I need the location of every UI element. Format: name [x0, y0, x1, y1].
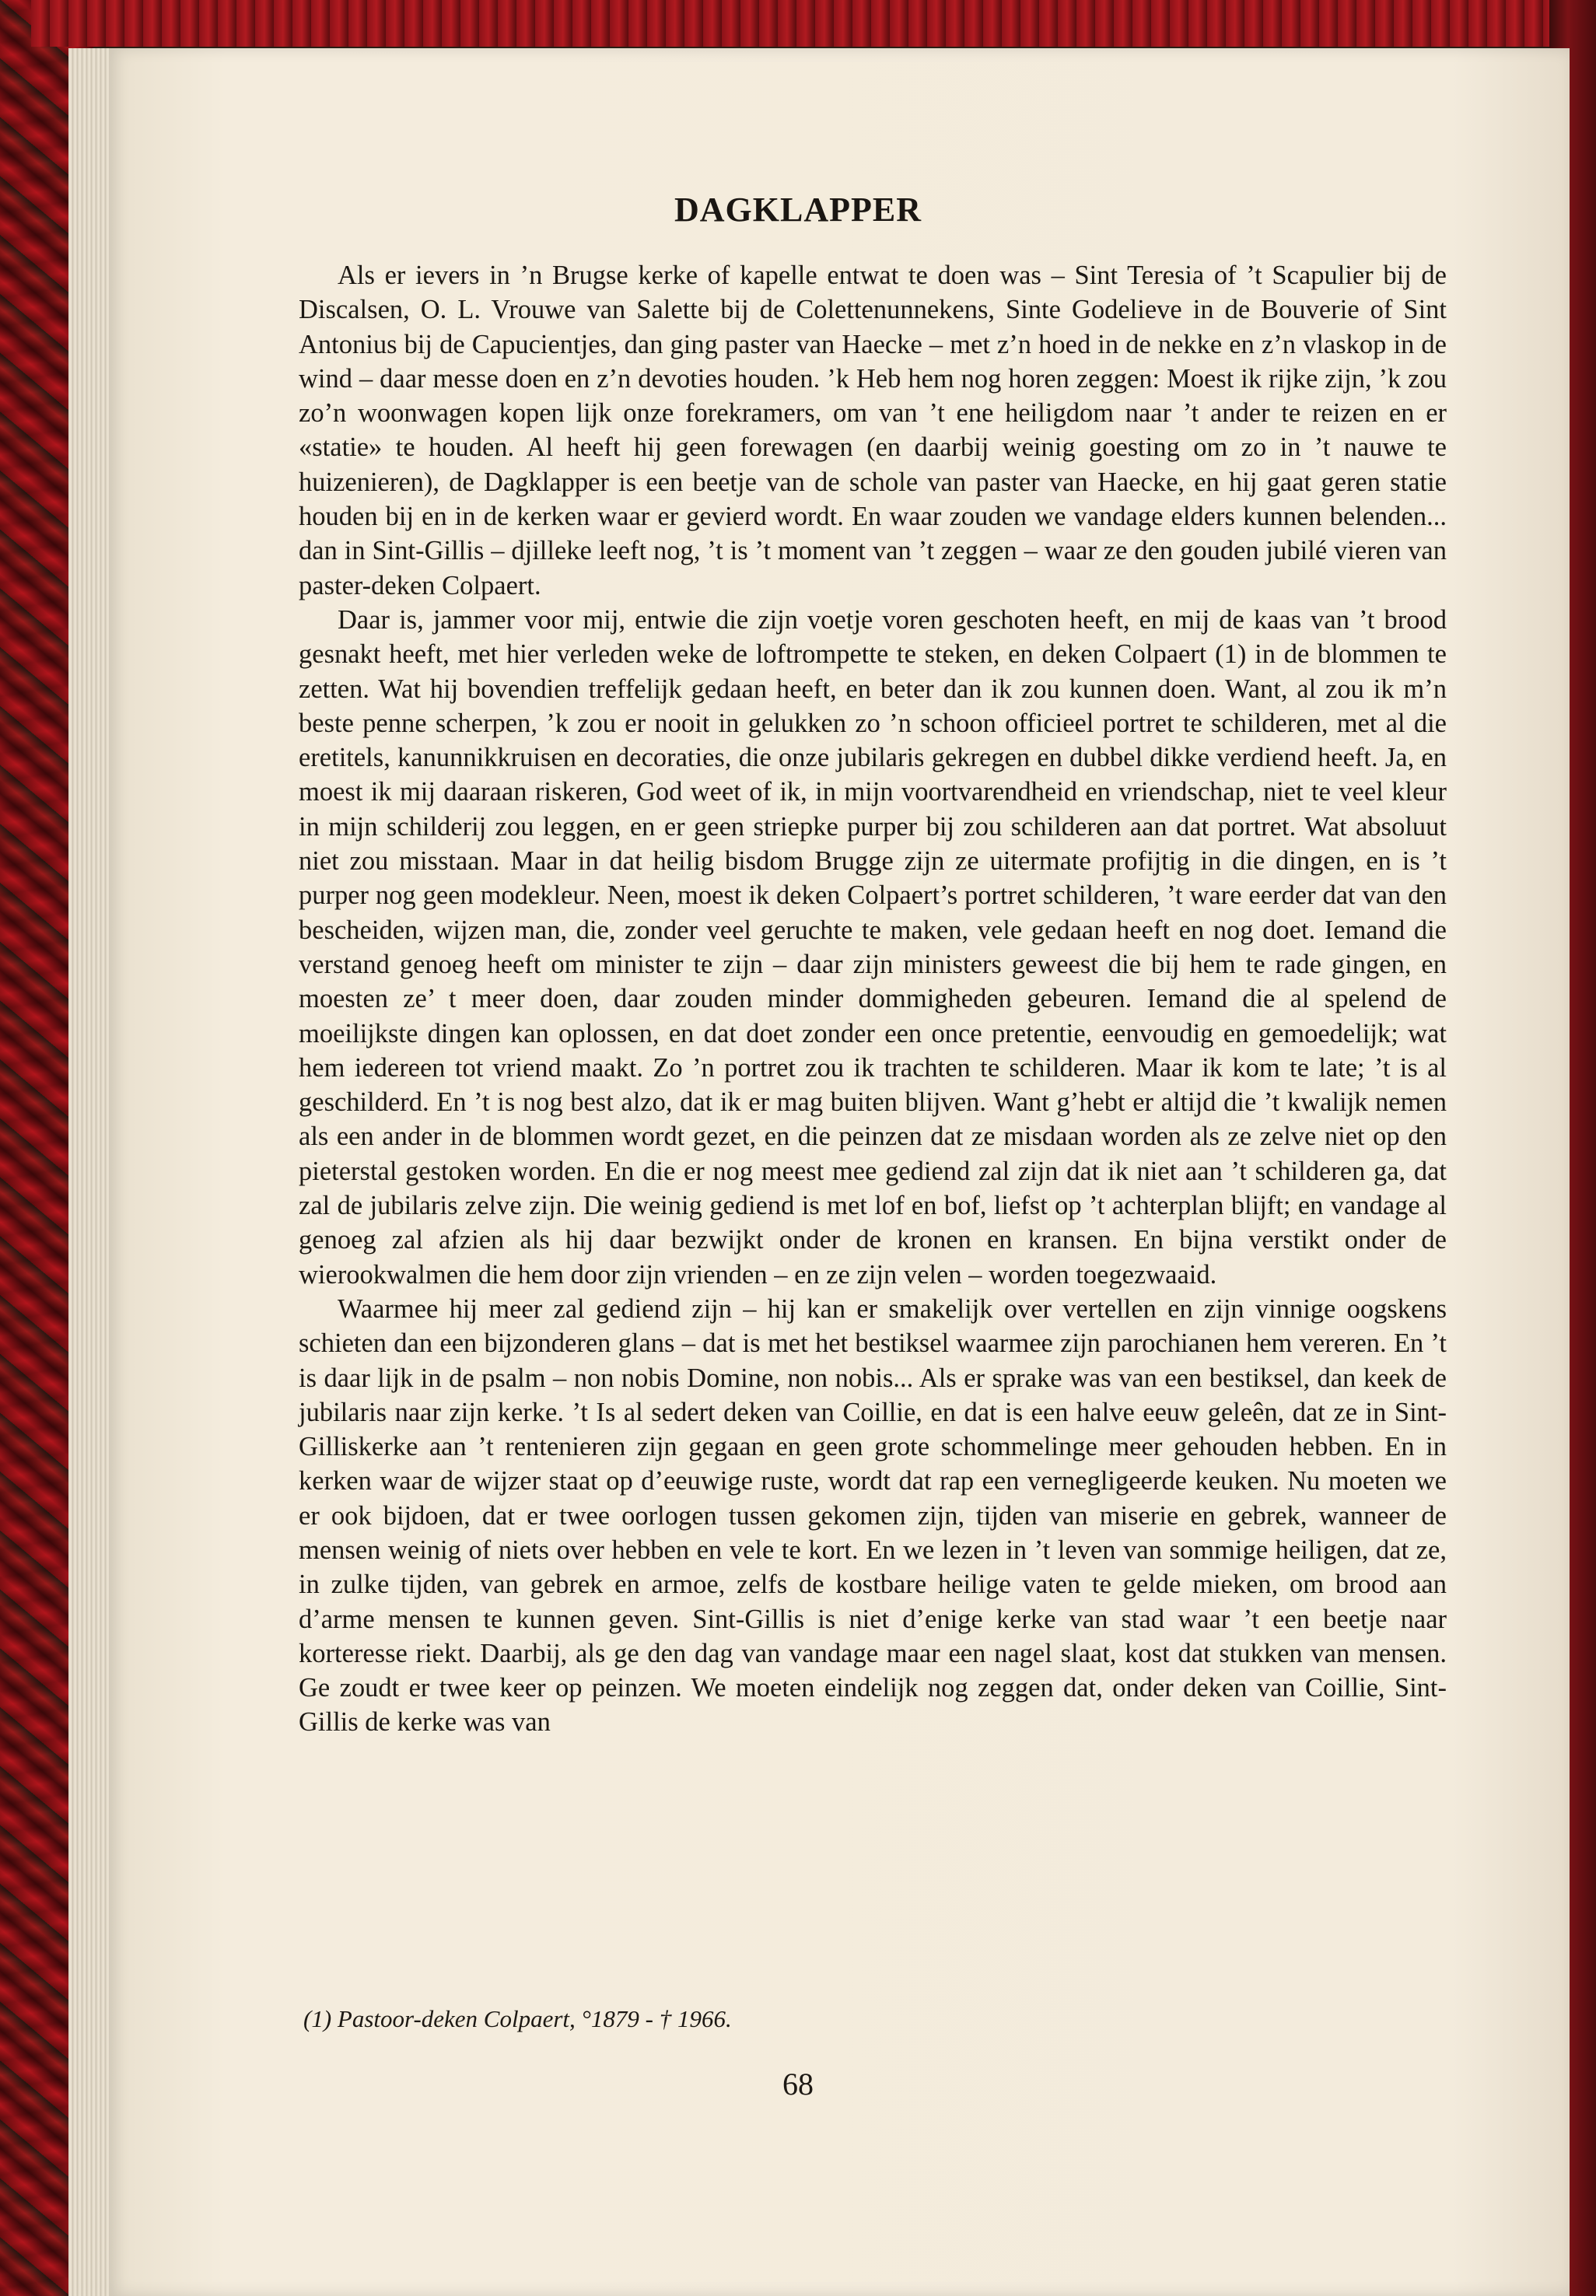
- page-title: DAGKLAPPER: [674, 191, 922, 229]
- footnote: (1) Pastoor-deken Colpaert, °1879 - † 1966.: [303, 2005, 732, 2032]
- paragraph-3: Waarmee hij meer zal gediend zijn – hij kan er smakelijk over vertellen en zijn vinnige oogskens schieten dan een bijzonderen glans – dat is met het bestiksel waarmee zijn parochianen hem vereren. En ’t is daar lijk in de psalm – non nobis Domine, non nobis... Als er sprake was van een bestiksel, dan keek de jubilaris naar zijn kerke. ’t Is al sedert deken van Coillie, en dat is een halve eeuw geleên, dat ze in Sint-Gilliskerke aan ’t rentenieren zijn gegaan en geen grote schommelinge meer gehouden hebben. En in kerken waar de wijzer staat op d’eeuwige ruste, wordt dat rap een vernegligeerde keuken. Nu moeten we er ook bijdoen, dat er twee oorlogen tussen gekomen zijn, tijden van miserie en gebrek, wanneer de mensen weinig of niets over hebben en vele te kort. En we lezen in ’t leven van sommige heiligen, dat ze, in zulke tijden, van gebrek en armoe, zelfs de kostbare heilige vaten te gelde mieken, om brood aan d’arme mensen te kunnen geven. Sint-Gillis is niet d’enige kerke van stad waar ’t een beetje naar korteresse riekt. Daarbij, als ge den dag van vandage maar een nagel slaat, kost dat stukken van mensen. Ge zoudt er twee keer op peinzen. We moeten eindelijk nog zeggen dat, onder deken van Coillie, Sint-Gillis de kerke was van: [299, 1293, 1447, 1738]
- book-cover-top-edge: [31, 0, 1556, 47]
- page-number: 68: [782, 2067, 814, 2102]
- page-edges: [68, 48, 115, 2296]
- paragraph-2: Daar is, jammer voor mij, entwie die zijn voetje voren geschoten heeft, en mij de kaas van ’t brood gesnakt heeft, met hier verleden weke de loftrompette te steken, en deken Colpaert (1) in de blommen te zetten. Wat hij bovendien treffelijk gedaan heeft, en beter dan ik zou kunnen doen. Want, al zou ik m’n beste penne scherpen, ’k zou er nooit in gelukken zo ’n schoon officieel portret te schilderen, met al die eretitels, kanunnikkruisen en decoraties, die onze jubilaris gekregen en dubbel dikke verdiend heeft. Ja, en moest ik mij daaraan riskeren, God weet of ik, in mijn voortvarendheid en vriendschap, niet te veel kleur in mijn schilderij zou leggen, en er geen striepke purper bij zou schilderen aan dat portret. Wat absoluut niet zou misstaan. Maar in dat heilig bisdom Brugge zijn ze uitermate profijtig in die dingen, en is ’t purper nog geen modekleur. Neen, moest ik deken Colpaert’s portret schilderen, ’t ware eerder dat van den bescheiden, wijzen man, die, zonder veel geruchte te maken, vele gedaan heeft en nog doet. Iemand die verstand genoeg heeft om minister te zijn – daar zijn ministers geweest die bij hem te rade gingen, en moesten ze’ t meer doen, daar zouden minder dommigheden gebeuren. Iemand die al spelend de moeilijkste dingen kan oplossen, en dat doet zonder een once pretentie, eenvoudig en gemoedelijk; wat hem iedereen tot vriend maakt. Zo ’n portret zou ik trachten te schilderen. Maar ik kom te late; ’t is al geschilderd. En ’t is nog best alzo, dat ik er mag buiten blijven. Want g’hebt er altijd die ’t kwalijk nemen als een ander in de blommen wordt gezet, en die peinzen dat ze misdaan worden als ze zelve niet op den pieterstal gestoken worden. En die er nog meest mee gediend zal zijn dat ik niet aan ’t schilderen ga, dat zal de jubilaris zelve zijn. Die weinig gediend is met lof en bof, liefst op ’t achterplan blijft; en vandage al genoeg zal afzien als hij daar bezwijkt onder de kronen en kransen. En bijna verstikt onder de wierookwalmen die hem door zijn vrienden – en ze zijn velen – worden toegezwaaid.: [299, 604, 1447, 1290]
- article-body: [299, 258, 1447, 1740]
- paragraph-1: Als er ievers in ’n Brugse kerke of kapelle entwat te doen was – Sint Teresia of ’t Scapulier bij de Discalsen, O. L. Vrouwe van Salette bij de Colettenunnekens, Sinte Godelieve in de Bouverie of Sint Antonius bij de Capucientjes, dan ging paster van Haecke – met z’n hoed in de nekke en z’n vlaskop in de wind – daar messe doen en z’n devoties houden. ’k Heb hem nog horen zeggen: Moest ik rijke zijn, ’k zou zo’n woonwagen kopen lijk onze forekramers, om van ’t ene heiligdom naar ’t ander te reizen en er «statie» te houden. Al heeft hij geen forewagen (en daarbij weinig goesting om zo in ’t nauwe te huizenieren), de Dagklapper is een beetje van de schole van paster van Haecke, en hij gaat geren statie houden bij en in de kerken waar er gevierd wordt. En waar zouden we vandage elders kunnen belenden... dan in Sint-Gillis – djilleke leeft nog, ’t is ’t moment van ’t zeggen – waar ze den gouden jubilé vieren van paster-deken Colpaert.: [299, 261, 1447, 600]
